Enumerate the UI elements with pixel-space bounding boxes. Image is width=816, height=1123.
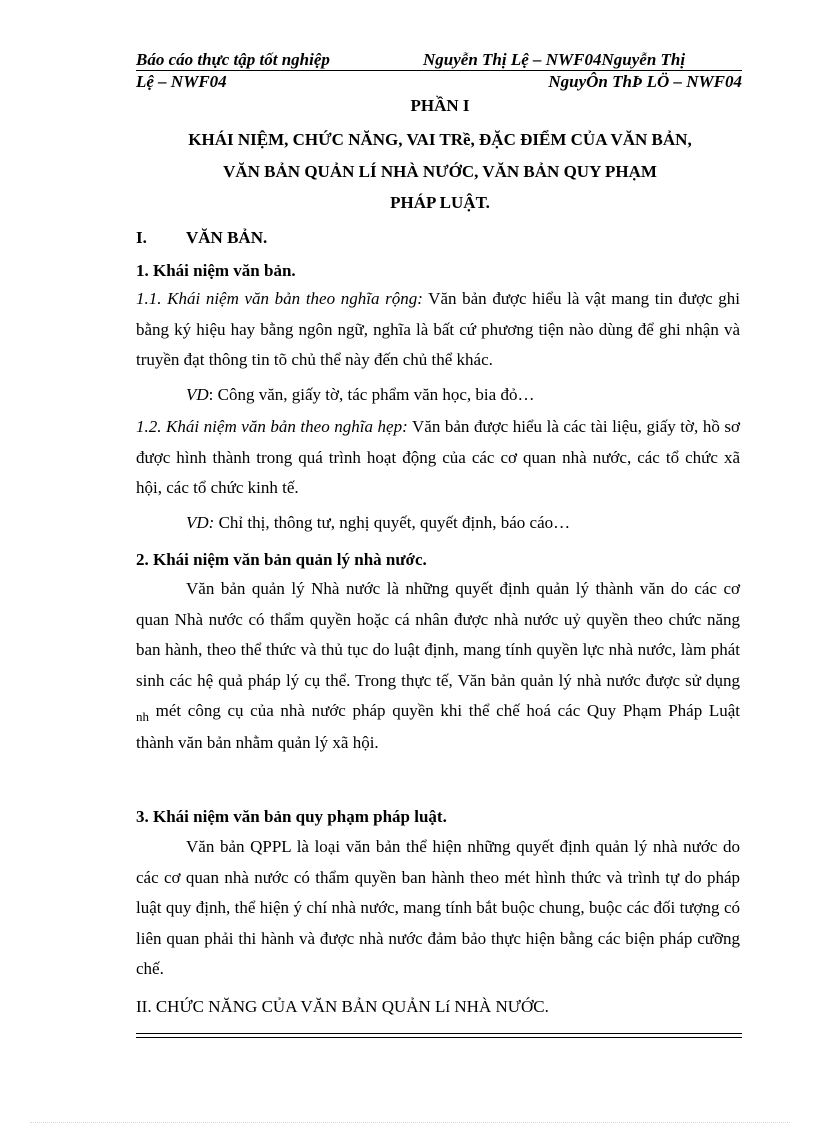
example-text: : Công văn, giấy tờ, tác phẩm văn học, bia đỏ…	[208, 385, 535, 404]
running-header-line2	[136, 72, 742, 92]
heading-1-2: 2. Khái niệm văn bản quản lý nhà nước.	[136, 550, 427, 569]
footer-rule-bottom	[136, 1037, 742, 1038]
example-2	[136, 508, 740, 539]
paragraph-text: Văn bản được hiểu là vật mang tin được ghi bằng ký hiệu hay bằng ngôn ngữ, nghĩa là bất cứ phương tiện nào dùng để ghi nhận và truyền đạt thông tin tõ chủ thể này đến chủ thể khác.	[136, 289, 740, 369]
example-text: Chỉ thị, thông tư, nghị quyết, quyết định, báo cáo…	[214, 513, 571, 532]
section-heading-2: II. CHỨC NĂNG CỦA VĂN BẢN QUẢN Lí NHÀ NƯỚC.	[136, 997, 549, 1016]
section-heading-1	[136, 227, 268, 249]
paragraph-narrow-definition	[136, 412, 740, 504]
section-number: I.	[136, 228, 147, 247]
heading-1-3: 3. Khái niệm văn bản quy phạm pháp luật.	[136, 807, 447, 826]
paragraph-text-a: Văn bản quản lý Nhà nước là những quyết định quản lý thành văn do các cơ quan Nhà nước có thẩm quyền hoặc cá nhân được nhà nước uỷ quyền theo chức năng ban hành, theo thể thức và thủ tục do luật định, mang tính quyền lực nhà nước, làm phát sinh các hệ quả pháp lý cụ thể. Trong thực tế, Văn bản quản lý nhà nước được sử dụng	[136, 579, 740, 690]
chapter-title-line2: VĂN BẢN QUẢN LÍ NHÀ NƯỚC, VĂN BẢN QUY PHẠM	[223, 162, 657, 181]
paragraph-legal-normative-docs: Văn bản QPPL là loại văn bản thể hiện những quyết định quản lý nhà nước do các cơ quan nhà nước có thẩm quyền ban hành theo mét hình thức và trình tự do pháp luật quy định, thể hiện ý chí nhà nước, mang tính bắt buộc chung, buộc các đối tượng có liên quan phải thi hành và được nhà nước đảm bảo thực hiện bằng các biện pháp cưỡng chế.	[136, 837, 740, 978]
example-1	[136, 380, 740, 411]
chapter-title-line3: PHÁP LUẬT.	[390, 193, 490, 212]
running-header-line1	[136, 50, 742, 71]
paragraph-state-management-docs	[136, 574, 740, 758]
example-label: VD:	[186, 513, 215, 532]
header-author: Nguyễn Thị Lệ – NWF04Nguyễn Thị	[423, 50, 686, 69]
section-title: VĂN BẢN.	[186, 228, 268, 247]
header-author-garbled: NguyÔn ThÞ LÖ – NWF04	[548, 72, 742, 91]
subscript-fragment: nh	[136, 709, 149, 724]
footer-rule-top	[136, 1033, 742, 1034]
paragraph-lead: 1.1. Khái niệm văn bản theo nghĩa rộng:	[136, 289, 423, 308]
example-label: VD	[186, 385, 209, 404]
header-author-continued: Lệ – NWF04	[136, 72, 227, 91]
paragraph-text: Văn bản được hiểu là các tài liệu, giấy tờ, hồ sơ được hình thành trong quá trình hoạt động của các cơ quan nhà nước, các tổ chức xã hội, các tổ chức kinh tế.	[136, 417, 740, 497]
part-title: PHẦN I	[410, 96, 470, 115]
paragraph-broad-definition	[136, 284, 740, 376]
header-report-title: Báo cáo thực tập tốt nghiệp	[136, 50, 330, 69]
heading-1-1: 1. Khái niệm văn bản.	[136, 261, 296, 280]
chapter-title-line1: KHÁI NIỆM, CHỨC NĂNG, VAI TRề, ĐẶC ĐIỂM CỦA VĂN BẢN,	[188, 130, 692, 149]
paragraph-text-b: mét công cụ của nhà nước pháp quyền khi thể chế hoá các Quy Phạm Pháp Luật thành văn bản nhằm quản lý xã hội.	[136, 701, 740, 752]
paragraph-lead: 1.2. Khái niệm văn bản theo nghĩa hẹp:	[136, 417, 408, 436]
